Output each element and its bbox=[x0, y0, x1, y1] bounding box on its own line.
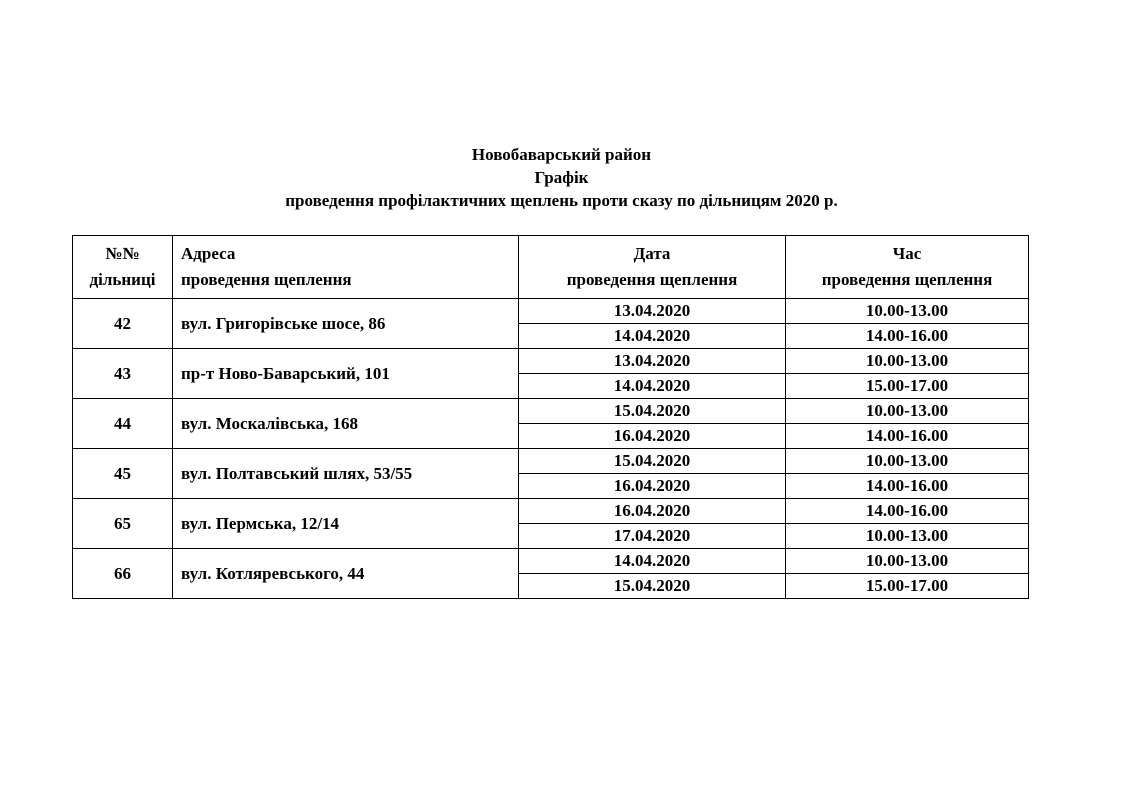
vaccination-schedule-table bbox=[72, 235, 1029, 599]
time-cell: 10.00-13.00 bbox=[786, 399, 1029, 424]
date-cell: 17.04.2020 bbox=[519, 524, 786, 549]
table-row bbox=[73, 549, 1029, 574]
header-date-line1: Дата bbox=[633, 244, 671, 263]
time-cell: 10.00-13.00 bbox=[786, 524, 1029, 549]
date-cell: 16.04.2020 bbox=[519, 499, 786, 524]
table-row bbox=[73, 349, 1029, 374]
date-cell: 14.04.2020 bbox=[519, 324, 786, 349]
precinct-number-cell: 43 bbox=[73, 349, 173, 399]
time-cell: 10.00-13.00 bbox=[786, 549, 1029, 574]
date-cell: 16.04.2020 bbox=[519, 424, 786, 449]
precinct-number-cell: 45 bbox=[73, 449, 173, 499]
date-cell: 13.04.2020 bbox=[519, 349, 786, 374]
header-address-line2: проведення щеплення bbox=[181, 270, 352, 289]
document-title-block bbox=[0, 143, 1123, 212]
date-cell: 16.04.2020 bbox=[519, 474, 786, 499]
address-cell: вул. Пермська, 12/14 bbox=[173, 499, 519, 549]
table-row bbox=[73, 299, 1029, 324]
time-cell: 14.00-16.00 bbox=[786, 474, 1029, 499]
address-cell: вул. Полтавський шлях, 53/55 bbox=[173, 449, 519, 499]
header-precinct-line2: дільниці bbox=[89, 270, 156, 289]
address-cell: пр-т Ново-Баварський, 101 bbox=[173, 349, 519, 399]
time-cell: 15.00-17.00 bbox=[786, 374, 1029, 399]
title-district-line: Новобаварський район bbox=[471, 145, 652, 164]
precinct-number-cell: 44 bbox=[73, 399, 173, 449]
table-row bbox=[73, 449, 1029, 474]
date-cell: 14.04.2020 bbox=[519, 549, 786, 574]
time-cell: 10.00-13.00 bbox=[786, 299, 1029, 324]
table-header-row bbox=[73, 236, 1029, 299]
date-cell: 15.04.2020 bbox=[519, 574, 786, 599]
time-cell: 10.00-13.00 bbox=[786, 449, 1029, 474]
title-description-line: проведення профілактичних щеплень проти сказу по дільницям 2020 р. bbox=[285, 191, 838, 210]
time-cell: 14.00-16.00 bbox=[786, 499, 1029, 524]
date-cell: 15.04.2020 bbox=[519, 449, 786, 474]
time-cell: 15.00-17.00 bbox=[786, 574, 1029, 599]
time-cell: 10.00-13.00 bbox=[786, 349, 1029, 374]
address-cell: вул. Москалівська, 168 bbox=[173, 399, 519, 449]
header-precinct-line1: №№ bbox=[105, 244, 140, 263]
precinct-number-cell: 42 bbox=[73, 299, 173, 349]
date-cell: 14.04.2020 bbox=[519, 374, 786, 399]
address-cell: вул. Котляревського, 44 bbox=[173, 549, 519, 599]
precinct-number-cell: 65 bbox=[73, 499, 173, 549]
header-precinct-number bbox=[73, 236, 173, 299]
header-address-line1: Адреса bbox=[181, 244, 236, 263]
table-row bbox=[73, 499, 1029, 524]
title-schedule-line: Графік bbox=[534, 168, 589, 187]
header-date-line2: проведення щеплення bbox=[566, 270, 738, 289]
table-row bbox=[73, 399, 1029, 424]
header-date bbox=[519, 236, 786, 299]
address-cell: вул. Григорівське шосе, 86 bbox=[173, 299, 519, 349]
header-time-line2: проведення щеплення bbox=[821, 270, 993, 289]
date-cell: 13.04.2020 bbox=[519, 299, 786, 324]
header-time bbox=[786, 236, 1029, 299]
time-cell: 14.00-16.00 bbox=[786, 324, 1029, 349]
precinct-number-cell: 66 bbox=[73, 549, 173, 599]
date-cell: 15.04.2020 bbox=[519, 399, 786, 424]
header-address bbox=[173, 236, 519, 299]
time-cell: 14.00-16.00 bbox=[786, 424, 1029, 449]
header-time-line1: Час bbox=[892, 244, 922, 263]
